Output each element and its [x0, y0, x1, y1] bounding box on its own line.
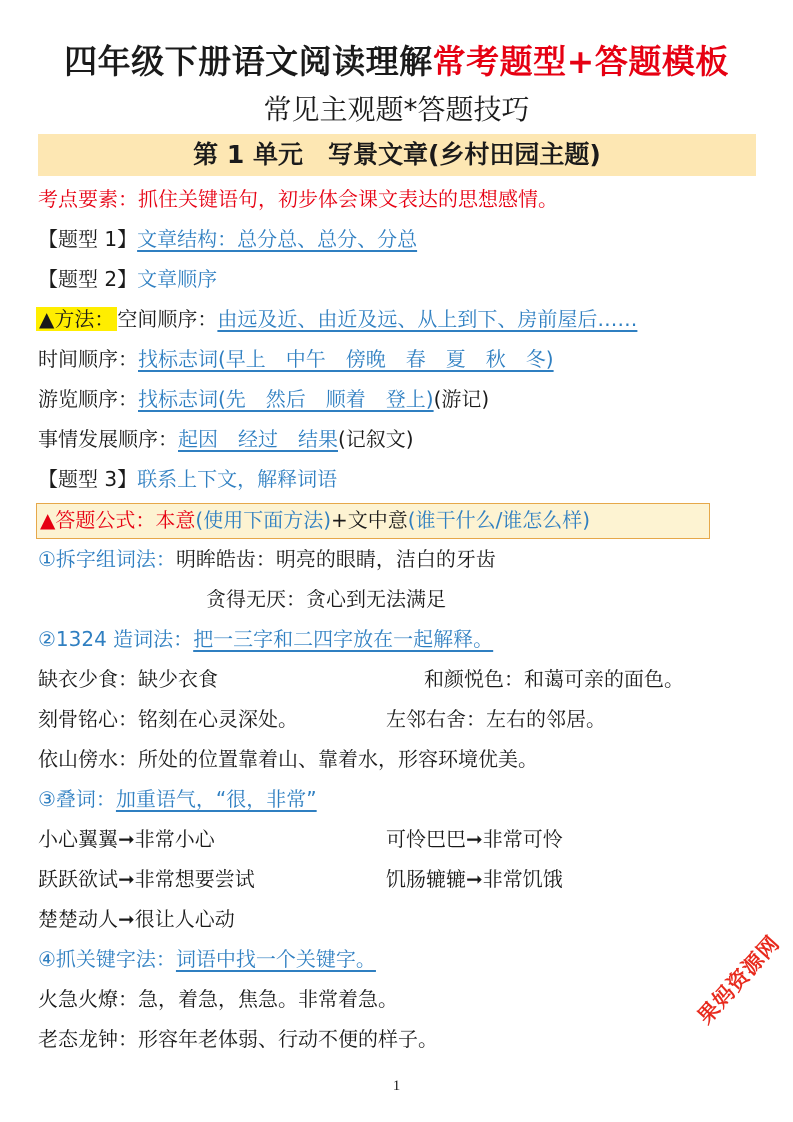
type-text: 文章顺序: [137, 267, 218, 291]
time-order-text: 找标志词(早上 中午 傍晚 春 夏 秋 冬): [138, 347, 554, 371]
example-right: 和颜悦色：和蔼可亲的面色。: [424, 667, 684, 691]
formula-part-1: ▲答题公式：本意: [40, 508, 196, 532]
tour-order-note: (游记): [433, 387, 490, 411]
method-3-line: [38, 784, 317, 814]
example-right: 可怜巴巴➞非常可怜: [386, 827, 563, 851]
method-4-example: 火急火燎：急，着急，焦急。非常着急。: [38, 987, 398, 1011]
method-label: ▲方法：: [36, 307, 117, 331]
type-tag: 【题型 3】: [38, 467, 138, 491]
method-2-line: [38, 624, 493, 654]
question-type-2: [38, 264, 217, 294]
method-3-example-last: 楚楚动人➞很让人心动: [38, 907, 235, 931]
example-left: 缺衣少食：缺少衣食: [38, 667, 218, 691]
example-right: 饥肠辘辘➞非常饥饿: [386, 867, 563, 891]
tour-order-text: 找标志词(先 然后 顺着 登上): [138, 387, 434, 411]
kaodian-line: 考点要素：抓住关键语句，初步体会课文表达的思想感情。: [38, 187, 558, 211]
formula-line: [40, 505, 590, 535]
tour-order-line: [38, 384, 489, 414]
unit-banner: 第 1 单元 写景文章(乡村田园主题): [38, 134, 756, 176]
title-highlight: 常考题型+答题模板: [432, 42, 729, 81]
method-text: 由远及近、由近及远、从上到下、房前屋后……: [217, 307, 638, 331]
type-tag: 【题型 2】: [38, 267, 138, 291]
method-2-example-row: [38, 704, 756, 734]
method-2-example-row: [38, 664, 756, 694]
type-text: 联系上下文，解释词语: [137, 467, 338, 491]
method-1-label: ①拆字组词法：: [38, 547, 176, 571]
watermark: 果妈资源网: [692, 930, 785, 1029]
title-main: 四年级下册语文阅读理解: [64, 42, 433, 81]
method-1-example-1: 明眸皓齿：明亮的眼睛，洁白的牙齿: [175, 547, 496, 571]
method-3-example-row: [38, 864, 756, 894]
method-kind: 空间顺序：: [117, 307, 218, 331]
formula-part-4: (谁干什么/谁怎么样): [407, 508, 591, 532]
method-1-line: [38, 544, 496, 574]
example-left: 小心翼翼➞非常小心: [38, 827, 215, 851]
example-left: 刻骨铭心：铭刻在心灵深处。: [38, 707, 298, 731]
method-4-text: 词语中找一个关键字。: [175, 947, 376, 971]
event-order-text: 起因 经过 结果: [178, 427, 338, 451]
method-4-line: [38, 944, 376, 974]
method-3-label: ③叠词：: [38, 787, 116, 811]
formula-part-2: (使用下面方法): [195, 508, 331, 532]
event-order-label: 事情发展顺序：: [38, 427, 178, 451]
event-order-note: (记叙文): [338, 427, 414, 451]
page-subtitle: 常见主观题*答题技巧: [263, 93, 530, 126]
type-text: 文章结构：总分总、总分、分总: [137, 227, 418, 251]
type-tag: 【题型 1】: [38, 227, 138, 251]
method-2-label: ②1324 造词法：: [38, 627, 194, 651]
page-number: 1: [392, 1078, 401, 1094]
method-3-example-row: [38, 824, 756, 854]
example-left: 跃跃欲试➞非常想要尝试: [38, 867, 255, 891]
time-order-line: [38, 344, 554, 374]
time-order-label: 时间顺序：: [38, 347, 138, 371]
formula-part-3: +文中意: [331, 508, 408, 532]
tour-order-label: 游览顺序：: [38, 387, 138, 411]
method-4-label: ④抓关键字法：: [38, 947, 176, 971]
event-order-line: [38, 424, 414, 454]
method-4-example: 老态龙钟：形容年老体弱、行动不便的样子。: [38, 1027, 438, 1051]
page-title: [0, 36, 793, 83]
question-type-1: [38, 224, 417, 254]
method-1-example-2: 贪得无厌：贪心到无法满足: [206, 587, 446, 611]
example-right: 左邻右舍：左右的邻居。: [386, 707, 606, 731]
method-2-text: 把一三字和二四字放在一起解释。: [193, 627, 494, 651]
method-2-example-full: 依山傍水：所处的位置靠着山、靠着水，形容环境优美。: [38, 747, 538, 771]
method-line: [36, 304, 637, 334]
question-type-3: [38, 464, 337, 494]
method-3-text: 加重语气，“很，非常”: [115, 787, 317, 811]
